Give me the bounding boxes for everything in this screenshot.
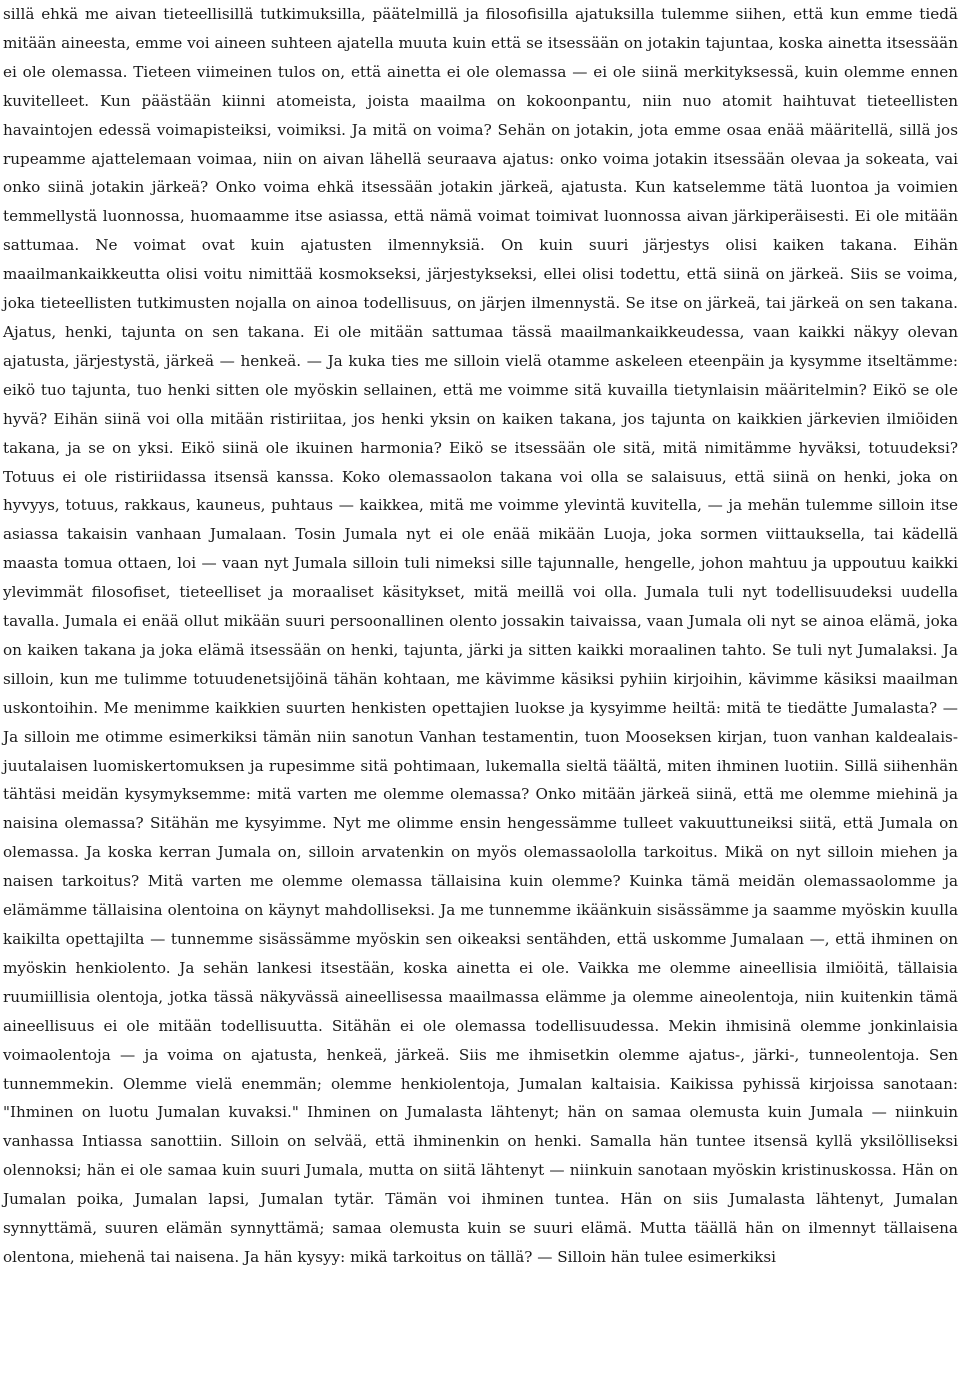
body-paragraph: sillä ehkä me aivan tieteellisillä tutkimuksilla, päätelmillä ja filosofisilla ajatuksilla tulemme siihen, että kun emme tiedä mitään aineesta, emme voi aineen suhteen ajatella muuta kuin että se itsessään on jotakin tajuntaa, koska ainetta itsessään ei ole olemassa. Tieteen viimeinen tulos on, että ainetta ei ole olemassa — ei ole siinä merkityksessä, kuin olemme ennen kuvitelleet. Kun päästään kiinni atomeista, joista maailma on kokoonpantu, niin nuo atomit haihtuvat tieteellisten havaintojen edessä voimapisteiksi, voimiksi. Ja mitä on voima? Sehän on jotakin, jota emme osaa enää määritellä, sillä jos rupeamme ajattelemaan voimaa, niin on aivan lähellä seuraava ajatus: onko voima jotakin itsessään olevaa ja sokeata, vai onko siinä jotakin järkeä? Onko voima ehkä itsessään jotakin järkeä, ajatusta. Kun katselemme tätä luontoa ja voimien temmellystä luonnossa, huomaamme itse asiassa, että nämä voimat toimivat luonnossa aivan järkiperäisesti. Ei ole mitään sattumaa. Ne voimat ovat kuin ajatusten ilmennyksiä. On kuin suuri järjestys olisi kaiken takana. Eihän maailmankaikkeutta olisi voitu nimittää kosmokseksi, järjestykseksi, ellei olisi todettu, että siinä on järkeä. Siis se voima, joka tieteellisten tutkimusten nojalla on ainoa todellisuus, on järjen ilmennystä. Se itse on järkeä, tai järkeä on sen takana. Ajatus, henki, tajunta on sen takana. Ei ole mitään sattumaa tässä maailmankaikkeudessa, vaan kaikki näkyy olevan ajatusta, järjestystä, järkeä — henkeä. — Ja kuka ties me silloin vielä otamme askeleen eteenpäin ja kysymme itseltämme: eikö tuo tajunta, tuo henki sitten ole myöskin sellainen, että me voimme sitä kuvailla tietynlaisin määritelmin? Eikö se ole hyvä? Eihän siinä voi olla mitään ristiriitaa, jos henki yksin on kaiken takana, jos tajunta on kaikkien järkevien ilmiöiden takana, ja se on yksi. Eikö siinä ole ikuinen harmonia? Eikö se itsessään ole sitä, mitä nimitämme hyväksi, totuudeksi? Totuus ei ole ristiriidassa itsensä kanssa. Koko olemassaolon takana voi olla se salaisuus, että siinä on henki, joka on hyvyys, totuus, rakkaus, kauneus, puhtaus — kaikkea, mitä me voimme ylevintä kuvitella, — ja mehän tulemme silloin itse asiassa takaisin vanhaan Jumalaan. Tosin Jumala nyt ei ole enää mikään Luoja, joka sormen viittauksella, tai kädellä maasta tomua ottaen, loi — vaan nyt Jumala silloin tuli nimeksi sille tajunnalle, hengelle, johon mahtuu ja uppoutuu kaikki ylevimmät filosofiset, tieteelliset ja moraaliset käsitykset, mitä meillä voi olla. Jumala tuli nyt todellisuudeksi uudella tavalla. Jumala ei enää ollut mikään suuri persoonallinen olento jossakin taivaissa, vaan Jumala oli nyt se ainoa elämä, joka on kaiken takana ja joka elämä itsessään on henki, tajunta, järki ja sitten kaikki moraalinen tahto. Se tuli nyt Jumalaksi. Ja silloin, kun me tulimme totuudenetsijöinä tähän kohtaan, me kävimme käsiksi pyhiin kirjoihin, kävimme käsiksi maailman uskontoihin. Me menimme kaikkien suurten henkisten opettajien luokse ja kysyimme heiltä: mitä te tiedätte Jumalasta? — Ja silloin me otimme esimerkiksi tämän niin sanotun Vanhan testamentin, tuon Mooseksen kirjan, tuon vanhan kaldealais-juutalaisen luomiskertomuksen ja rupesimme sitä pohtimaan, lukemalla sieltä täältä, miten ihminen luotiin. Sillä siihenhän tähtäsi meidän kysymyksemme: mitä varten me olemme olemassa? Onko mitään järkeä siinä, että me olemme miehinä ja naisina olemassa? Sitähän me kysyimme. Nyt me olimme ensin hengessämme tulleet vakuuttuneiksi siitä, että Jumala on olemassa. Ja koska kerran Jumala on, silloin arvatenkin on myös olemassaololla tarkoitus. Mikä on nyt silloin miehen ja naisen tarkoitus? Mitä varten me olemme olemassa tällaisina kuin olemme? Kuinka tämä meidän olemassaolomme ja elämämme tällaisina olentoina on käynyt mahdolliseksi. Ja me tunnemme ikäänkuin sisässämme ja saamme myöskin kuulla kaikilta opettajilta — tunnemme sisässämme myöskin sen oikeaksi sentähden, että uskomme Jumalaan —, että ihminen on myöskin henkiolento. Ja sehän lankesi itsestään, koska ainetta ei ole. Vaikka me olemme aineellisia ilmiöitä, tällaisia ruumiillisia olentoja, jotka tässä näkyvässä aineellisessa maailmassa elämme ja olemme aineolentoja, niin kuitenkin tämä aineellisuus ei ole mitään todellisuutta. Sitähän ei ole olemassa todellisuudessa. Mekin ihmisinä olemme jonkinlaisia voimaolentoja — ja voima on ajatusta, henkeä, järkeä. Siis me ihmisetkin olemme ajatus-, järki-, tunneolentoja. Sen tunnemmekin. Olemme vielä enemmän; olemme henkiolentoja, Jumalan kaltaisia. Kaikissa pyhissä kirjoissa sanotaan: "Ihminen on luotu Jumalan kuvaksi." Ihminen on Jumalasta lähtenyt; hän on samaa olemusta kuin Jumala — niinkuin vanhassa Intiassa sanottiin. Silloin on selvää, että ihminenkin on henki. Samalla hän tuntee itsensä kyllä yksilölliseksi olennoksi; hän ei ole samaa kuin suuri Jumala, mutta on siitä lähtenyt — niinkuin sanotaan myöskin kristinuskossa. Hän on Jumalan poika, Jumalan lapsi, Jumalan tytär. Tämän voi ihminen tuntea. Hän on siis Jumalasta lähtenyt, Jumalan synnyttämä, suuren elämän synnyttämä; samaa olemusta kuin se suuri elämä. Mutta täällä hän on ilmennyt tällaisena olentona, miehenä tai naisena. Ja hän kysyy: mikä tarkoitus on tällä? — Silloin hän tulee esimerkiksi (3, 5, 958, 1266)
